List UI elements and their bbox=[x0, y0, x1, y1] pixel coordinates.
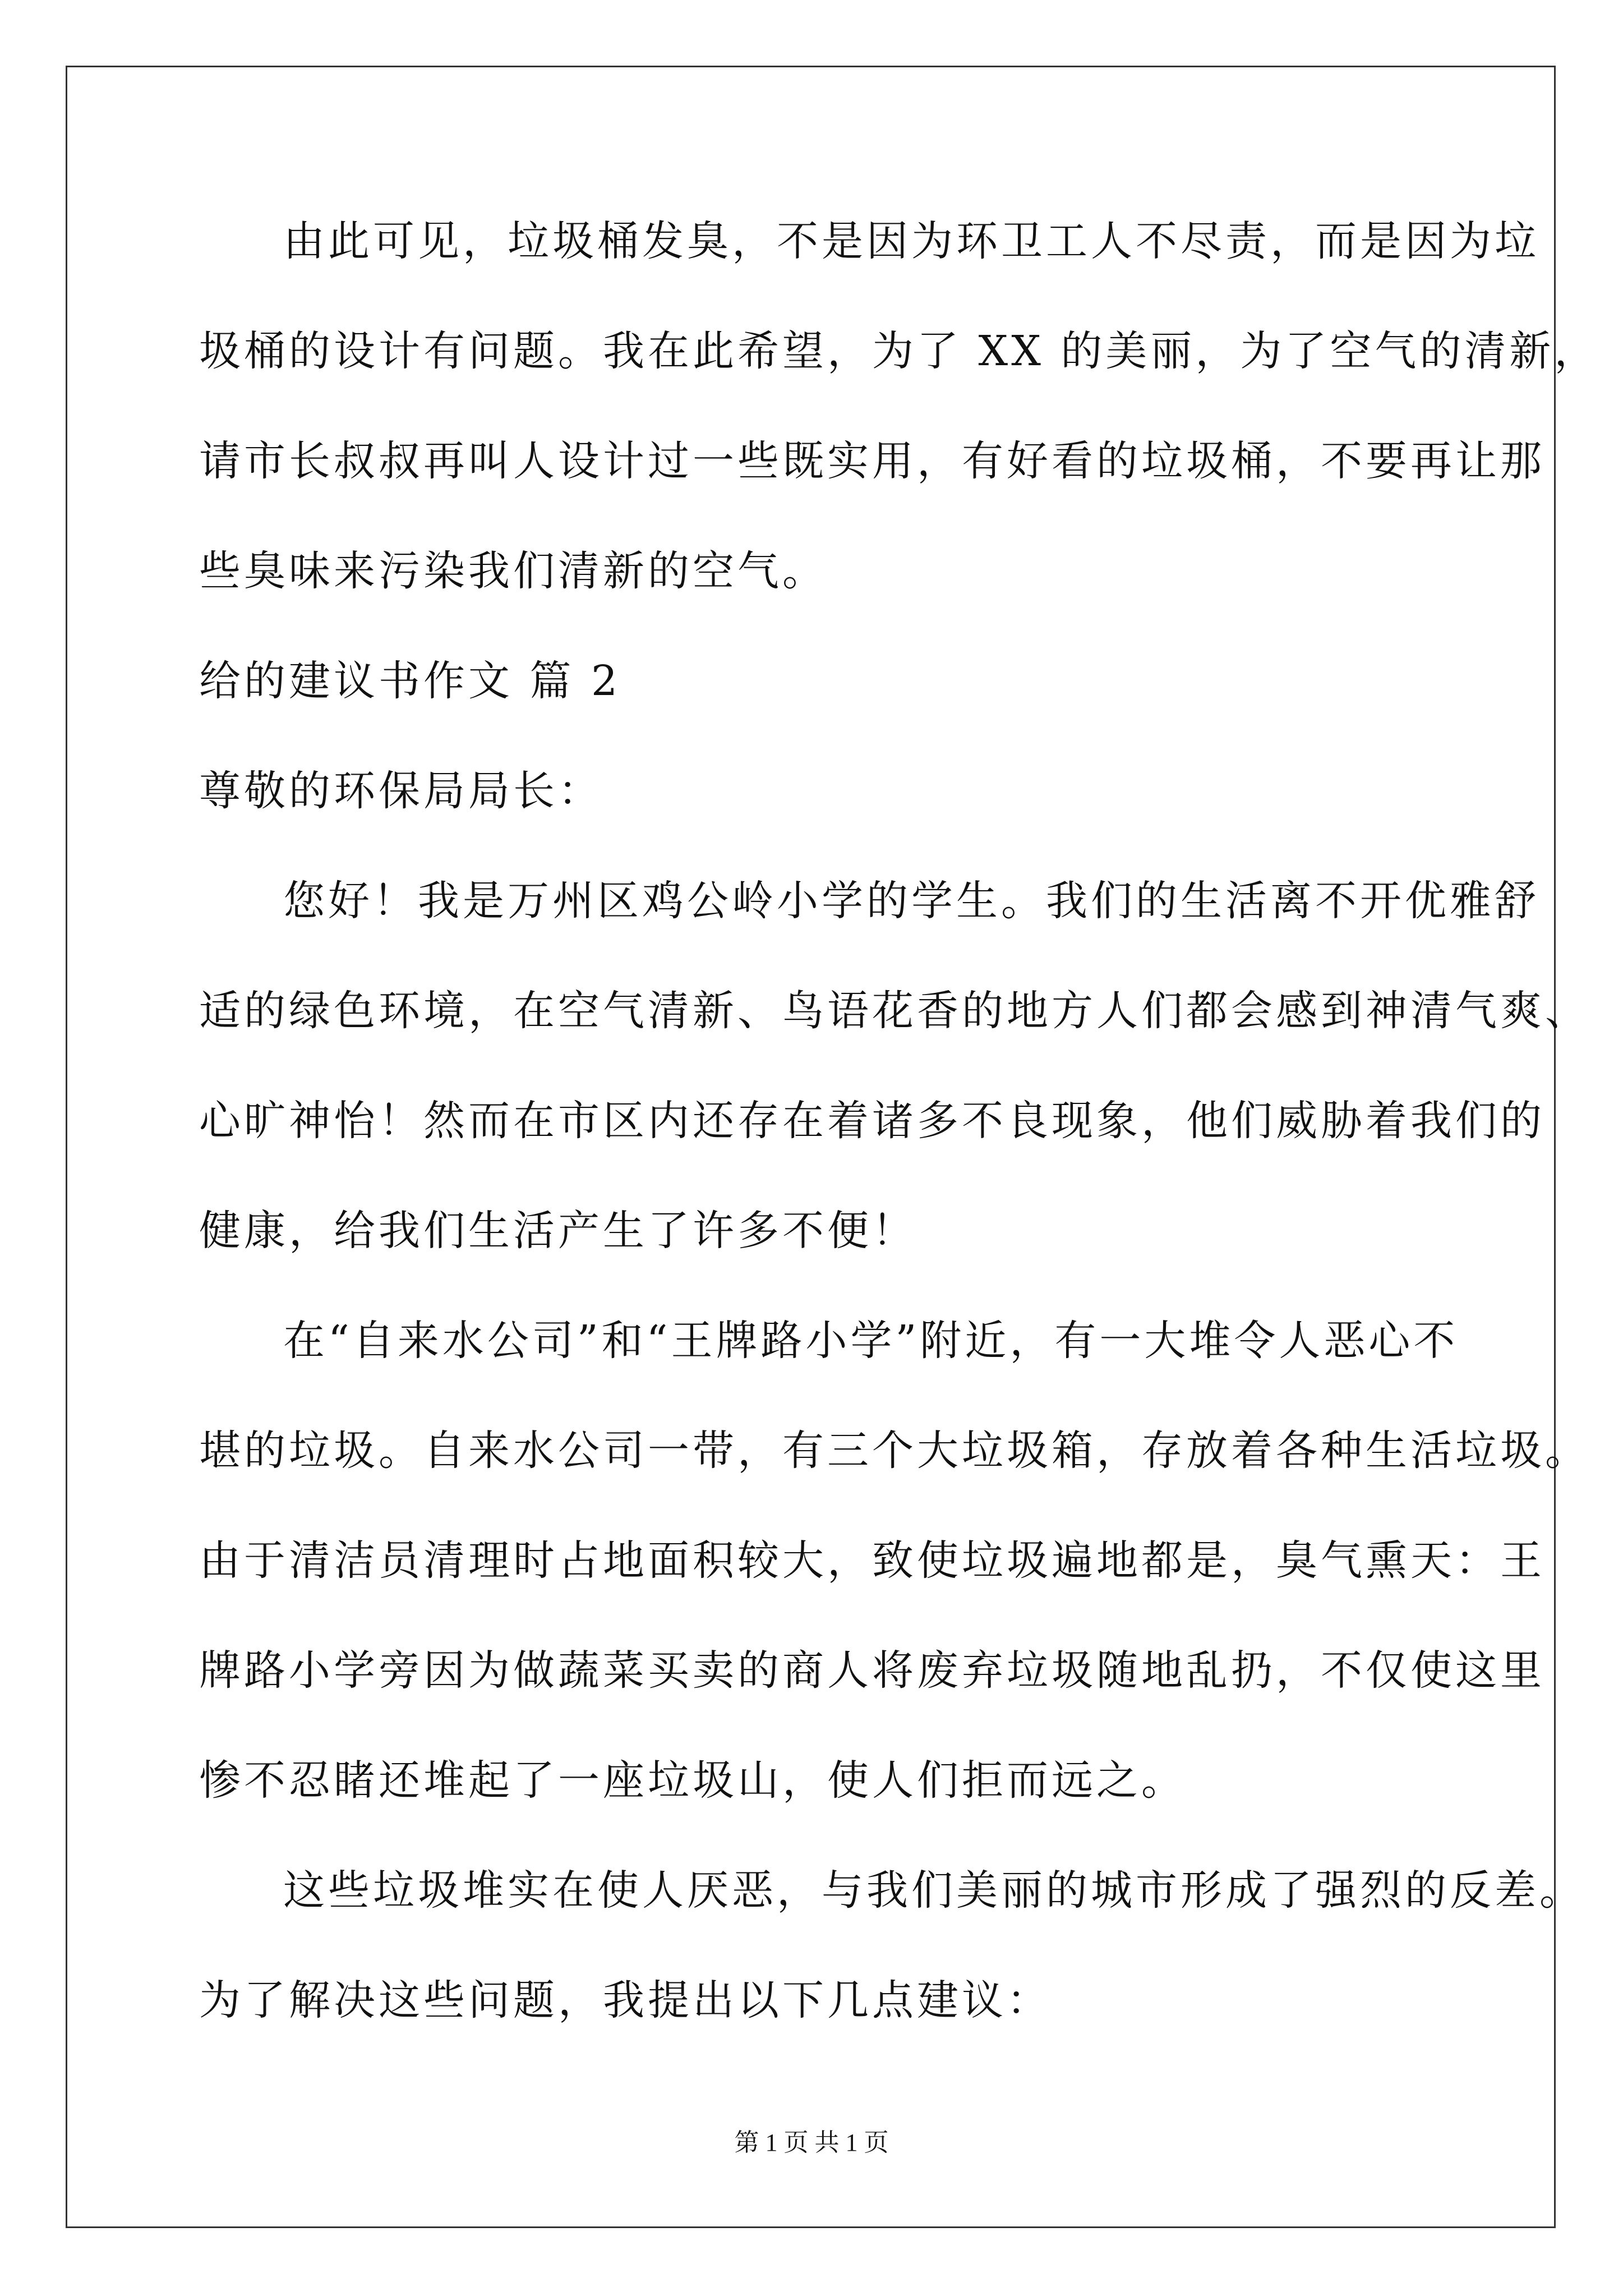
paragraph-line: 圾桶的设计有问题。我在此希望，为了 XX 的美丽，为了空气的清新， bbox=[199, 327, 1599, 375]
paragraph-line: 牌路小学旁因为做蔬菜买卖的商人将废弃垃圾随地乱扔，不仅使这里 bbox=[199, 1646, 1545, 1695]
paragraph-line: 由于清洁员清理时占地面积较大，致使垃圾遍地都是，臭气熏天：王 bbox=[199, 1536, 1545, 1585]
paragraph-line: 这些垃圾堆实在使人厌恶，与我们美丽的城市形成了强烈的反差。 bbox=[283, 1866, 1584, 1915]
paragraph-line: 由此可见，垃圾桶发臭，不是因为环卫工人不尽责，而是因为垃 bbox=[283, 217, 1539, 265]
paragraph-line: 堪的垃圾。自来水公司一带，有三个大垃圾箱，存放着各种生活垃圾。 bbox=[199, 1427, 1590, 1475]
paragraph-line: 在“自来水公司”和“王牌路小学”附近，有一大堆令人恶心不 bbox=[283, 1317, 1459, 1365]
salutation: 尊敬的环保局局长： bbox=[199, 767, 603, 815]
paragraph-line: 健康，给我们生活产生了许多不便！ bbox=[199, 1207, 917, 1255]
section-heading: 给的建议书作文 篇 2 bbox=[199, 657, 621, 705]
paragraph-line: 些臭味来污染我们清新的空气。 bbox=[199, 547, 827, 595]
paragraph-line: 为了解决这些问题，我提出以下几点建议： bbox=[199, 1976, 1052, 2024]
paragraph-line: 请市长叔叔再叫人设计过一些既实用，有好看的垃圾桶，不要再让那 bbox=[199, 437, 1545, 485]
page-footer: 第 1 页 共 1 页 bbox=[734, 2129, 889, 2156]
paragraph-line: 您好！我是万州区鸡公岭小学的学生。我们的生活离不开优雅舒 bbox=[283, 877, 1539, 925]
paragraph-line: 心旷神怡！然而在市区内还存在着诸多不良现象，他们威胁着我们的 bbox=[199, 1097, 1545, 1145]
paragraph-line: 适的绿色环境，在空气清新、鸟语花香的地方人们都会感到神清气爽、 bbox=[199, 987, 1590, 1035]
paragraph-line: 惨不忍睹还堆起了一座垃圾山，使人们拒而远之。 bbox=[199, 1756, 1186, 1805]
